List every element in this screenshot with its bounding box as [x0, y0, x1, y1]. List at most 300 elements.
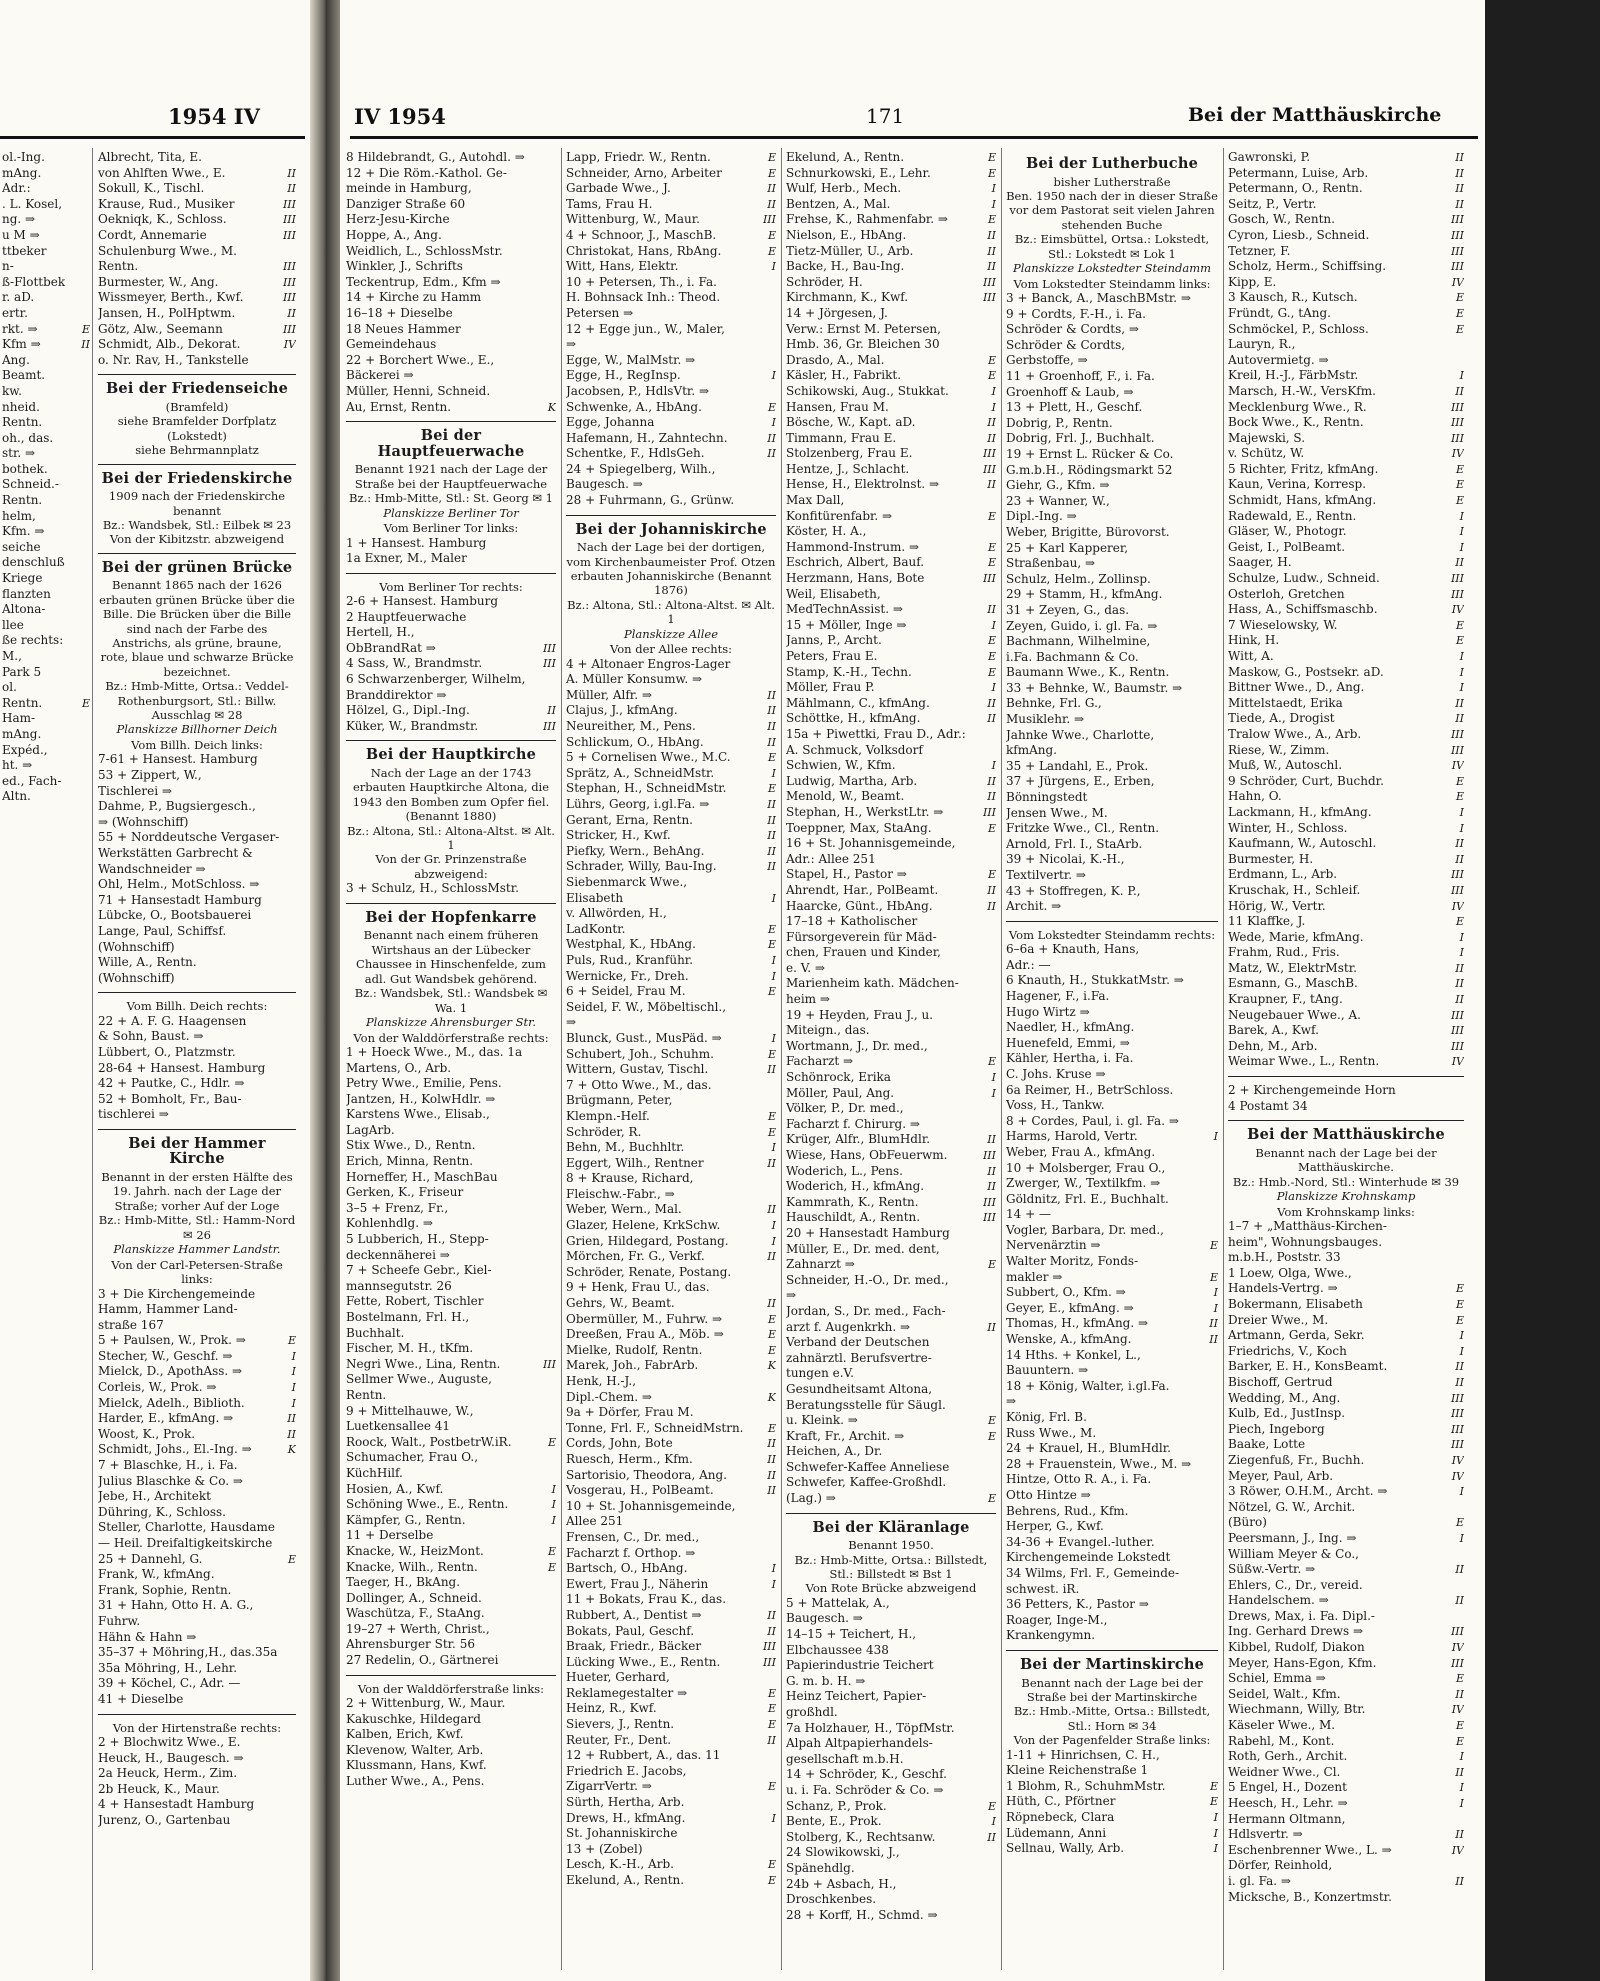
entry-text: Friedrich E. Jacobs, — [566, 1763, 687, 1778]
resident-entry — [98, 1661, 296, 1677]
entry-text: Weil, Elisabeth, — [786, 586, 881, 601]
entry-text: kfmAng. — [1006, 743, 1057, 758]
entry-text: 4 + Schnoor, J., MaschB. — [566, 227, 717, 242]
resident-entry — [786, 1054, 996, 1070]
floor-marker: E — [1455, 1313, 1464, 1327]
resident-entry — [346, 625, 556, 641]
floor-marker: III — [982, 462, 996, 476]
resident-entry — [786, 711, 996, 727]
entry-text: 6a Reimer, H., BetrSchloss. — [1006, 1082, 1174, 1097]
entry-text: Kähler, Hertha, i. Fa. — [1006, 1051, 1134, 1066]
resident-entry — [1228, 1083, 1464, 1099]
entry-text: 14 + Schröder, K., Geschf. — [786, 1767, 947, 1782]
entry-text: & Sohn, Baust. ⇒ — [98, 1029, 204, 1044]
entry-text: LagArb. — [346, 1122, 395, 1137]
entry-text: oh., das. — [2, 430, 54, 445]
entry-text: Kämpfer, G., Rentn. — [346, 1512, 466, 1527]
entry-text: ße rechts: — [2, 633, 64, 648]
entry-text: Dipl.-Chem. ⇒ — [566, 1389, 652, 1404]
floor-marker: II — [767, 735, 776, 749]
street-note: Bz.: Wandsbek, Stl.: Eilbek ✉ 23 — [102, 517, 292, 532]
entry-text: Gehrs, W., Beamt. — [566, 1296, 675, 1311]
entry-text: Papierindustrie Teichert — [786, 1658, 934, 1673]
resident-entry — [786, 1658, 996, 1674]
entry-text: William Meyer & Co., — [1228, 1546, 1359, 1561]
floor-marker: E — [1209, 1239, 1218, 1253]
resident-entry — [2, 555, 90, 571]
entry-text: Sellnau, Wally, Arb. — [1006, 1841, 1125, 1856]
resident-entry — [786, 1721, 996, 1737]
resident-entry — [346, 1123, 556, 1139]
resident-entry — [566, 384, 776, 400]
resident-entry — [1228, 228, 1464, 244]
resident-entry — [786, 1799, 996, 1815]
entry-text: Hüth, C., Pförtner — [1006, 1794, 1116, 1809]
resident-entry — [1228, 836, 1464, 852]
entry-text: Schöning Wwe., E., Rentn. — [346, 1497, 509, 1512]
resident-entry — [1006, 1129, 1218, 1145]
entry-text: Schröder, H. — [786, 274, 863, 289]
entry-text: Fleischw.-Fabr., ⇒ — [566, 1186, 675, 1201]
resident-entry — [566, 400, 776, 416]
resident-entry — [346, 322, 556, 338]
entry-text: Klevenow, Walter, Arb. — [346, 1742, 484, 1757]
entry-text: Bösche, W., Kapt. aD. — [786, 415, 916, 430]
entry-text: Geist, I., PolBeamt. — [1228, 539, 1346, 554]
entry-text: 22 + Borchert Wwe., E., — [346, 352, 495, 367]
entry-text: 31 + Hahn, Otto H. A. G., — [98, 1598, 254, 1613]
street-note: siehe Bramfelder Dorfplatz — [117, 414, 277, 429]
entry-text: Neugebauer Wwe., A. — [1228, 1007, 1361, 1022]
resident-entry — [2, 571, 90, 587]
floor-marker: I — [1459, 930, 1464, 944]
street-note: Nach der Lage an der 1743 erbauten Hauptkirche Altona, die 1943 den Bomben zum Opfer fiel. (Benannt 1880) — [352, 766, 550, 824]
resident-entry — [98, 306, 296, 322]
floor-marker: I — [771, 1234, 776, 1248]
entry-text: 35a Möhring, H., Lehr. — [98, 1660, 238, 1675]
entry-text: Tetzner, F. — [1228, 243, 1291, 258]
entry-text: 43 + Stoffregen, K. P., — [1006, 883, 1141, 898]
right-column-5 — [1228, 150, 1464, 1970]
entry-text: Klussmann, Hans, Kwf. — [346, 1758, 487, 1773]
resident-entry — [786, 945, 996, 961]
entry-text: Schulze, Ludw., Schneid. — [1228, 571, 1380, 586]
resident-entry — [98, 212, 296, 228]
entry-text: Osterloh, Gretchen — [1228, 586, 1345, 601]
resident-entry — [346, 1743, 556, 1759]
resident-entry — [98, 322, 296, 338]
entry-text: 7 Wieselowsky, W. — [1228, 617, 1338, 632]
entry-text: Roock, Walt., PostbetrW.iR. — [346, 1434, 512, 1449]
floor-marker: III — [1450, 213, 1464, 227]
resident-entry — [98, 1751, 296, 1767]
entry-text: Schmöckel, P., Schloss. — [1228, 321, 1369, 336]
resident-entry — [346, 1076, 556, 1092]
entry-text: Knacke, Wilh., Rentn. — [346, 1559, 478, 1574]
resident-entry — [98, 768, 296, 784]
entry-text: Elisabeth — [566, 890, 624, 905]
resident-entry — [786, 602, 996, 618]
entry-text: Schmidt, Hans, kfmAng. — [1228, 493, 1377, 508]
resident-entry — [2, 337, 90, 353]
entry-text: 9 Schröder, Curt, Buchdr. — [1228, 773, 1384, 788]
floor-marker: E — [767, 1702, 776, 1716]
entry-text: Frank, Sophie, Rentn. — [98, 1582, 232, 1597]
entry-text: 9 + Henk, Frau U., das. — [566, 1280, 710, 1295]
street-note: Vom Billh. Deich links: — [131, 738, 263, 752]
entry-text: Bokats, Paul, Geschf. — [566, 1623, 695, 1638]
entry-text: 2-6 + Hansest. Hamburg — [346, 594, 499, 609]
floor-marker: III — [982, 1195, 996, 1209]
resident-entry — [1006, 1394, 1218, 1410]
resident-entry — [786, 1257, 996, 1273]
entry-text: 18 Neues Hammer — [346, 321, 461, 336]
entry-text: Hertell, H., — [346, 625, 415, 640]
resident-entry — [1228, 1422, 1464, 1438]
entry-text: — Heil. Dreifaltigkeitskirche — [98, 1536, 273, 1550]
floor-marker: E — [987, 1258, 996, 1272]
resident-entry — [1228, 1375, 1464, 1391]
floor-marker: III — [1450, 260, 1464, 274]
resident-entry — [566, 1499, 776, 1515]
entry-text: 7a Holzhauer, H., TöpfMstr. — [786, 1720, 955, 1735]
entry-text: Knacke, W., HeizMont. — [346, 1543, 484, 1558]
entry-text: Erich, Minna, Rentn. — [346, 1154, 474, 1169]
entry-text: 29 + Stamm, H., kfmAng. — [1006, 587, 1163, 602]
entry-text: 1 Blohm, R., SchuhmMstr. — [1006, 1778, 1166, 1793]
resident-entry — [566, 859, 776, 875]
floor-marker: II — [987, 696, 996, 710]
resident-entry — [1006, 1628, 1218, 1644]
entry-text: Puls, Rud., Kranführ. — [566, 952, 694, 967]
resident-entry — [566, 306, 776, 322]
resident-entry — [786, 181, 996, 197]
entry-text: Westphal, K., HbAng. — [566, 937, 696, 952]
entry-text: Wandschneider ⇒ — [98, 861, 206, 876]
entry-text: 22 + A. F. G. Haagensen — [98, 1013, 247, 1028]
entry-text: Weber, Brigitte, Bürovorst. — [1006, 524, 1170, 539]
entry-text: n- — [2, 259, 14, 274]
entry-text: Woderich, L., Pens. — [786, 1163, 903, 1178]
floor-marker: I — [291, 1396, 296, 1410]
resident-entry — [566, 1374, 776, 1390]
entry-text: Hentze, J., Schlacht. — [786, 461, 910, 476]
floor-marker: E — [767, 782, 776, 796]
resident-entry — [346, 259, 556, 275]
resident-entry — [1228, 649, 1464, 665]
entry-text: 7 + Blaschke, H., i. Fa. — [98, 1458, 238, 1473]
floor-marker: IV — [283, 338, 296, 352]
resident-entry — [786, 244, 996, 260]
resident-entry — [98, 799, 296, 815]
entry-text: 6–6a + Knauth, Hans, — [1006, 942, 1140, 957]
resident-entry — [2, 493, 90, 509]
entry-text: Schröder & Cordts, — [1006, 337, 1126, 352]
street-note: Vom Berliner Tor rechts: — [379, 579, 523, 594]
entry-text: Kraft, Fr., Archit. ⇒ — [786, 1428, 905, 1443]
resident-entry — [1228, 1609, 1464, 1625]
entry-text: Petersen ⇒ — [566, 305, 634, 320]
resident-entry — [786, 1195, 996, 1211]
floor-marker: E — [987, 868, 996, 882]
floor-marker: III — [1450, 743, 1464, 757]
entry-text: Gawronski, P. — [1228, 150, 1311, 164]
floor-marker: III — [1450, 1656, 1464, 1670]
floor-marker: E — [767, 1047, 776, 1061]
resident-entry — [98, 862, 296, 878]
entry-text: Kirchmann, K., Kwf. — [786, 290, 909, 305]
left-column-1 — [98, 150, 296, 1970]
entry-text: Rentn. — [346, 1387, 387, 1402]
resident-entry — [1228, 166, 1464, 182]
resident-entry — [346, 641, 556, 657]
resident-entry — [1228, 415, 1464, 431]
entry-text: Ing. Gerhard Drews ⇒ — [1228, 1624, 1364, 1639]
resident-entry — [786, 883, 996, 899]
entry-text: Riese, W., Zimm. — [1228, 742, 1330, 757]
entry-text: Bauuntern. ⇒ — [1006, 1363, 1089, 1378]
resident-entry — [346, 719, 556, 735]
resident-entry — [346, 1435, 556, 1451]
resident-entry — [786, 1596, 996, 1612]
resident-entry — [98, 1813, 296, 1829]
entry-text: Danziger Straße 60 — [346, 196, 466, 211]
resident-entry — [1228, 290, 1464, 306]
resident-entry — [1006, 1348, 1218, 1364]
floor-marker: I — [1213, 1286, 1218, 1300]
entry-text: Branddirektor ⇒ — [346, 687, 447, 702]
resident-entry — [346, 1591, 556, 1607]
section-rule — [1006, 921, 1218, 922]
entry-text: Luther Wwe., A., Pens. — [346, 1774, 485, 1789]
floor-marker: E — [1455, 494, 1464, 508]
resident-entry — [98, 1676, 296, 1692]
entry-text: 4 + Altonaer Engros-Lager — [566, 656, 731, 671]
entry-text: Toeppner, Max, StaAng. — [786, 820, 932, 835]
resident-entry — [98, 1411, 296, 1427]
resident-entry — [98, 1630, 296, 1646]
entry-text: 6 Knauth, H., StukkatMstr. ⇒ — [1006, 973, 1184, 988]
resident-entry — [786, 1304, 996, 1320]
entry-text: chen, Frauen und Kinder, — [786, 945, 941, 960]
resident-entry — [1006, 369, 1218, 385]
entry-text: 15 + Möller, Inge ⇒ — [786, 617, 907, 632]
floor-marker: II — [767, 1452, 776, 1466]
resident-entry — [786, 400, 996, 416]
resident-entry — [1228, 1734, 1464, 1750]
entry-text: Ohl, Helm., MotSchloss. ⇒ — [98, 877, 260, 892]
entry-text: Baake, Lotte — [1228, 1437, 1306, 1452]
entry-text: Cords, John, Bote — [566, 1436, 673, 1451]
entry-text: Jebe, H., Architekt — [98, 1489, 211, 1504]
resident-entry — [786, 166, 996, 182]
entry-text: 4 + Hansestadt Hamburg — [98, 1797, 255, 1812]
floor-marker: I — [1459, 805, 1464, 819]
entry-text: Schwenke, A., HbAng. — [566, 399, 702, 414]
resident-entry — [1006, 868, 1218, 884]
floor-marker: E — [767, 1125, 776, 1139]
street-note: Benannt nach der Lage bei der Straße bei der Martinskirche — [1021, 1675, 1203, 1704]
entry-text: 8 + Krause, Richard, — [566, 1171, 694, 1186]
entry-text: Hmb. 36, Gr. Bleichen 30 — [786, 337, 940, 352]
resident-entry — [1228, 1219, 1464, 1235]
floor-marker: I — [1213, 1810, 1218, 1824]
entry-text: Tonne, Frl. F., SchneidMstrn. — [566, 1420, 744, 1435]
entry-text: Grien, Hildegard, Postang. — [566, 1233, 729, 1248]
resident-entry — [566, 1764, 776, 1780]
entry-text: 2b Heuck, K., Maur. — [98, 1781, 220, 1796]
resident-entry — [98, 752, 296, 768]
entry-text: 55 + Norddeutsche Vergaser- — [98, 830, 280, 845]
resident-entry — [566, 844, 776, 860]
resident-entry — [1228, 1765, 1464, 1781]
resident-entry — [98, 1489, 296, 1505]
entry-text: Ehlers, C., Dr., vereid. — [1228, 1577, 1363, 1592]
entry-text: 34 Wilms, Frl. F., Gemeinde- — [1006, 1565, 1180, 1580]
entry-text: Schulenburg Wwe., M. — [98, 243, 237, 258]
entry-text: makler ⇒ — [1006, 1269, 1063, 1284]
entry-text: Verband der Deutschen — [786, 1335, 930, 1350]
resident-entry — [346, 1232, 556, 1248]
floor-marker: E — [987, 213, 996, 227]
resident-entry — [1006, 1270, 1218, 1286]
entry-text: Heesch, H., Lehr. ⇒ — [1228, 1796, 1348, 1810]
entry-text: 5 + Paulsen, W., Prok. ⇒ — [98, 1333, 246, 1348]
entry-text: Backe, H., Bau-Ing. — [786, 259, 905, 274]
floor-marker: II — [987, 603, 996, 617]
resident-entry — [1228, 259, 1464, 275]
resident-entry — [566, 1140, 776, 1156]
entry-text: Stephan, H., SchneidMstr. — [566, 781, 727, 796]
resident-entry — [346, 275, 556, 291]
floor-marker: II — [1455, 1563, 1464, 1577]
section-rule — [566, 515, 776, 516]
resident-entry — [98, 1045, 296, 1061]
resident-entry — [566, 672, 776, 688]
entry-text: Lührs, Georg, i.gl.Fa. ⇒ — [566, 797, 710, 812]
entry-text: Stolzenberg, Frau E. — [786, 446, 913, 461]
entry-text: Reuter, Fr., Dent. — [566, 1732, 672, 1747]
resident-entry — [566, 1857, 776, 1873]
entry-text: Scholz, Herm., Schiffsing. — [1228, 259, 1387, 274]
entry-text: Stamp, K.-H., Techn. — [786, 664, 912, 679]
entry-text: Sievers, J., Rentn. — [566, 1717, 675, 1732]
street-note: Vom Lokstedter Steindamm rechts: — [1008, 927, 1216, 942]
entry-text: Miteign., das. — [786, 1023, 870, 1038]
entry-text: 10 + Petersen, Th., i. Fa. — [566, 274, 717, 289]
floor-marker: II — [987, 883, 996, 897]
resident-entry — [566, 415, 776, 431]
resident-entry — [346, 353, 556, 369]
floor-marker: II — [287, 166, 296, 180]
section-rule — [346, 903, 556, 904]
entry-text: Bönningstedt — [1006, 790, 1088, 805]
resident-entry — [1006, 1192, 1218, 1208]
resident-entry — [346, 1263, 556, 1279]
resident-entry — [1228, 1469, 1464, 1485]
resident-entry — [1006, 1810, 1218, 1826]
resident-entry — [566, 1421, 776, 1437]
resident-entry — [98, 1318, 296, 1334]
entry-text: M., — [2, 649, 22, 663]
entry-text: 9 + Mittelhauwe, W., — [346, 1403, 474, 1418]
floor-marker: II — [987, 244, 996, 258]
entry-text: Autovermietg. ⇒ — [1228, 352, 1329, 367]
floor-marker: II — [767, 1297, 776, 1311]
entry-text: Müller, Henni, Schneid. — [346, 383, 491, 398]
right-page — [340, 0, 1485, 1981]
entry-text: Baugesch. ⇒ — [786, 1611, 863, 1626]
resident-entry — [786, 1413, 996, 1429]
entry-text: Herz-Jesu-Kirche — [346, 212, 450, 227]
resident-entry — [566, 1748, 776, 1764]
resident-entry — [2, 696, 90, 712]
resident-entry — [98, 1029, 296, 1045]
resident-entry — [566, 1842, 776, 1858]
entry-text: Neureither, M., Pens. — [566, 719, 696, 734]
floor-marker: I — [1213, 1842, 1218, 1856]
entry-text: 19–27 + Werth, Christ., — [346, 1621, 490, 1636]
entry-text: Harms, Harold, Vertr. — [1006, 1129, 1138, 1144]
entry-text: Buchhalt. — [346, 1325, 405, 1340]
entry-text: Wenske, A., kfmAng. — [1006, 1332, 1132, 1347]
street-note: Benannt 1950. — [848, 1538, 934, 1553]
resident-entry — [346, 1696, 556, 1712]
entry-text: Wede, Marie, kfmAng. — [1228, 929, 1364, 944]
resident-entry — [1228, 1297, 1464, 1313]
resident-entry — [786, 618, 996, 634]
resident-entry — [1006, 681, 1218, 697]
floor-marker: II — [1455, 1874, 1464, 1888]
resident-entry — [566, 1624, 776, 1640]
resident-entry — [786, 477, 996, 493]
resident-entry — [1006, 1067, 1218, 1083]
resident-entry — [1006, 696, 1218, 712]
resident-entry — [98, 1396, 296, 1412]
resident-entry — [786, 1475, 996, 1491]
entry-text: i.Fa. Bachmann & Co. — [1006, 649, 1139, 664]
resident-entry — [1006, 1238, 1218, 1254]
entry-text: 5 + Cornelisen Wwe., M.C. — [566, 750, 731, 765]
resident-entry — [1006, 431, 1218, 447]
floor-marker: III — [982, 805, 996, 819]
resident-entry — [786, 1736, 996, 1752]
entry-text: Expéd., — [2, 742, 48, 757]
entry-text: Kleine Reichenstraße 1 — [1006, 1763, 1149, 1778]
resident-entry — [1228, 400, 1464, 416]
entry-text: Meyer, Hans-Egon, Kfm. — [1228, 1655, 1377, 1670]
resident-entry — [566, 1000, 776, 1016]
resident-entry — [1228, 1578, 1464, 1594]
entry-text: Frank, W., kfmAng. — [98, 1567, 215, 1582]
street-note: Bz.: Hmb.-Nord, Stl.: Winterhude ✉ 39 — [1232, 1174, 1460, 1189]
resident-entry — [346, 290, 556, 306]
floor-marker: II — [1455, 712, 1464, 726]
entry-text: Christokat, Hans, RbAng. — [566, 243, 722, 258]
entry-text: Drasdo, A., Mal. — [786, 352, 885, 367]
entry-text: Garbade Wwe., J. — [566, 181, 671, 196]
section-rule — [98, 1714, 296, 1715]
entry-text: Artmann, Gerda, Sekr. — [1228, 1328, 1365, 1343]
resident-entry — [2, 711, 90, 727]
resident-entry — [98, 197, 296, 213]
entry-text: Weidner Wwe., Cl. — [1228, 1764, 1341, 1779]
floor-marker: II — [987, 478, 996, 492]
resident-entry — [786, 431, 996, 447]
floor-marker: E — [767, 985, 776, 999]
entry-text: Wittenburg, W., Maur. — [566, 212, 700, 227]
floor-marker: E — [987, 1429, 996, 1443]
